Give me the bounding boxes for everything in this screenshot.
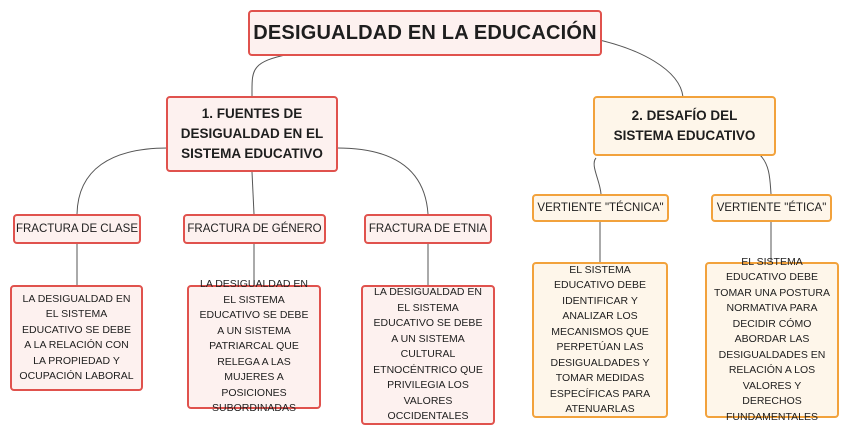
fractura-genero-detail	[187, 278, 321, 415]
branch-node-desafio	[593, 96, 776, 156]
sub-label: FRACTURA DE ETNIA	[368, 223, 488, 235]
vertiente-tecnica-node	[532, 194, 669, 222]
detail-text: LA DESIGUALDAD EN EL SISTEMA EDUCATIVO SE DEBE A UN SISTEMA PATRIARCAL QUE RELEGA A LAS MUJERES A POSICIONES SUBORDINADAS	[199, 278, 309, 415]
connector-branch2-etica	[760, 155, 771, 194]
fractura-clase-detail	[10, 285, 143, 391]
root-label: DESIGUALDAD EN LA EDUCACIÓN	[253, 21, 597, 44]
connector-branch1-genero	[252, 172, 254, 214]
fractura-genero-node	[183, 214, 326, 244]
connector-branch1-etnia	[337, 148, 428, 214]
branch-label: 1. FUENTES DE DESIGUALDAD EN EL SISTEMA EDUCATIVO	[180, 106, 324, 161]
vertiente-etica-node	[711, 194, 832, 222]
fractura-etnia-detail	[361, 285, 495, 425]
vertiente-etica-detail	[705, 255, 839, 423]
detail-text: EL SISTEMA EDUCATIVO DEBE TOMAR UNA POSTURA NORMATIVA PARA DECIDIR CÓMO ABORDAR LAS DESIGUALDADES EN RELACIÓN A LOS VALORES Y DERECHOS FUNDAMENTALES	[714, 255, 830, 423]
fractura-clase-node	[13, 214, 141, 244]
sub-label: VERTIENTE "TÉCNICA"	[537, 202, 664, 214]
fractura-etnia-node	[364, 214, 492, 244]
detail-text: LA DESIGUALDAD EN EL SISTEMA EDUCATIVO SE DEBE A UN SISTEMA CULTURAL ETNOCÉNTRICO QUE PRIVILEGIA LOS VALORES OCCIDENTALES	[373, 286, 483, 423]
connector-root-branch2	[590, 38, 683, 97]
sub-label: FRACTURA DE GÉNERO	[187, 223, 322, 235]
connector-branch1-clase	[77, 148, 168, 214]
sub-label: VERTIENTE "ÉTICA"	[716, 202, 827, 214]
connector-branch2-tecnica	[594, 158, 601, 194]
branch-label: 2. DESAFÍO DEL SISTEMA EDUCATIVO	[613, 108, 756, 143]
vertiente-tecnica-detail	[532, 262, 668, 418]
sub-label: FRACTURA DE CLASE	[15, 223, 139, 235]
connector-root-branch1	[252, 54, 290, 96]
branch-node-fuentes	[166, 96, 338, 172]
root-node	[248, 10, 602, 56]
detail-text: LA DESIGUALDAD EN EL SISTEMA EDUCATIVO SE DEBE A LA RELACIÓN CON LA PROPIEDAD Y OCUPACIÓN LABORAL	[19, 292, 134, 382]
detail-text: EL SISTEMA EDUCATIVO DEBE IDENTIFICAR Y ANALIZAR LOS MECANISMOS QUE PERPETÚAN LAS DESIGUALDADES Y TOMAR MEDIDAS ESPECÍFICAS PARA ATENUARLAS	[549, 263, 651, 415]
